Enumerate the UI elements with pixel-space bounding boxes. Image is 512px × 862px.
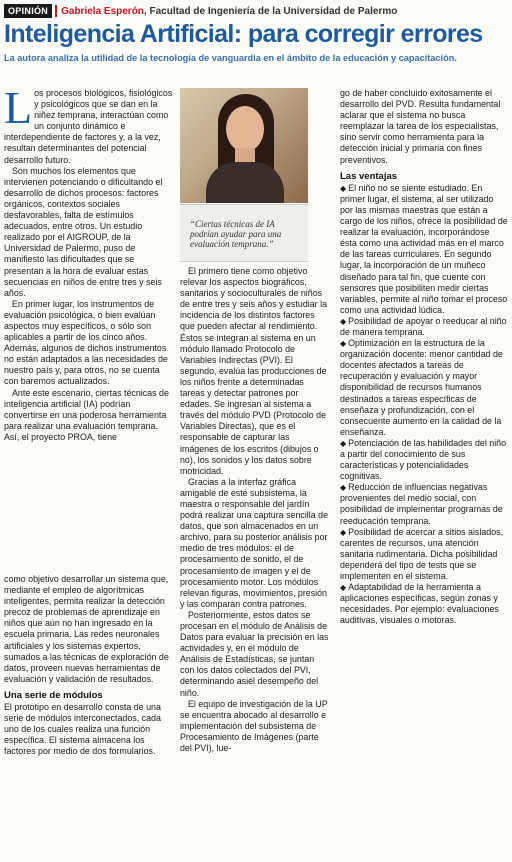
list-item-text: Potenciación de las habilidades del niño a partir del conocimiento de sus características y potencialidades cognitivas. <box>340 437 507 482</box>
paragraph: Son muchos los elementos que intervienen potenciando o dificultando el desarrollo de dichos procesos: factores orgánicos, contextos sociales desfavorables, falta de estímulos adecuados, entre otros. Un estudio realizado por el AIGROUP, de la Universidad de Palermo, puso de manifiesto las dificultades que se presentan a la hora de evaluar estas secuencias en niños de entre tres y seis años. <box>4 165 163 298</box>
advantages-list <box>340 183 508 627</box>
subheading-modules: Una serie de módulos <box>4 689 103 701</box>
paragraph: go de haber concluido exitosamente el desarrollo del PVD. Resulta fundamental aclarar que el sistema no busca reemplazar la tarea de los especialistas, sino servir como herramienta para la detección inicial y primaria con fines preventivos. <box>340 88 501 165</box>
diamond-bullet-icon: ◆ <box>340 316 347 326</box>
drop-cap: L <box>4 88 33 133</box>
paragraph: Gracias a la interfaz gráfica amigable de este subsistema, la maestra o responsable del jardín podrá realizar una captura sencilla de datos, que son almacenados en un archivo, para su posterior análisis por medio de tres módulos: el de procesamiento de sonido, el de procesamiento de imagen y el de procesamiento motor. Los módulos relevan figuras, movimientos, presión y las comparan contra patrones. <box>180 476 329 609</box>
paragraph: como objetivo desarrollar un sistema que, mediante el empleo de algorítmicas inteligentes, permita realizar la detección precoz de problemas de aprendizaje en niños que aún no han ingresado en la escuela primaria. Las redes neuronales artificiales y los sistemas expertos, sumados a las técnicas de exploración de datos, proveen nuevas herramientas de evaluación y validación de resultados. <box>4 574 169 684</box>
paragraph: Posteriormente, estos datos se procesan en el módulo de Análisis de Datos para evaluar la precisión en las actividades y, en el módulo de Análisis de Estadísticas, se juntan con los datos colectados del PVI, determinando asiél desempeño del niño. <box>180 609 329 698</box>
author-affiliation: , Facultad de Ingeniería de la Universidad de Palermo <box>143 5 398 17</box>
paragraph-intro-text: os procesos biológicos, fisiológicos y psicológicos que se dan en la niñez temprana, interactúan como un conjunto dinámico e interdependiente de factores y, a la vez, resultan determinantes del potencial desarrollo futuro. <box>4 88 173 165</box>
paragraph: En primer lugar, los instrumentos de evaluación psicológica, o bien evalúan aspectos muy específicos, o sólo son aplicables a partir de los cinco años. Además, algunos de dichos instrumentos no están adaptados a las necesidades de nuestro país y, para otros, no se cuenta con baremos actualizados. <box>4 298 168 387</box>
photo-shirt <box>206 162 284 203</box>
diamond-bullet-icon: ◆ <box>340 339 347 349</box>
list-item <box>340 527 508 582</box>
diamond-bullet-icon: ◆ <box>340 583 347 593</box>
list-item-text: Optimización en la estructura de la organización docente: menor cantidad de docentes afectados a tareas de recuperación y evaluación y mayor disponibilidad de recursos humanos destinados a tareas específicas de enseñaza y profundización, con el consecuente aumento en la calidad de la enseñanza. <box>340 338 503 437</box>
list-item <box>340 438 508 482</box>
list-item <box>340 183 508 316</box>
article-header <box>4 4 508 18</box>
diamond-bullet-icon: ◆ <box>340 527 347 537</box>
column-1-top <box>4 88 174 553</box>
list-item-text: Posibilidad de acercar a sitios aislados, carentes de recursos, una atención sanitaria rudimentaria. Dicha posibilidad dependerá del tipo de tests que se implementen en el sistema. <box>340 526 504 582</box>
list-item-text: Reducción de influencias negativas provenientes del medio social, con posibilidad de implementar programas de reeducación temprana. <box>340 482 503 526</box>
column-3 <box>340 88 508 860</box>
list-item <box>340 482 508 526</box>
author-photo <box>180 88 308 203</box>
list-item-text: Adaptabilidad de la herramienta a aplicaciones específicas, según zonas y necesidades. Por ejemplo: evaluaciones auditivas, visuales o motoras. <box>340 582 499 626</box>
diamond-bullet-icon: ◆ <box>340 483 347 493</box>
list-item <box>340 316 508 338</box>
section-tag: OPINIÓN <box>4 4 52 18</box>
paragraph: El prototipo en desarrollo consta de una serie de módulos interconectados, cada uno de los cuales realiza una función específica. El sistema almacena los factores por medio de dos formularios. <box>4 702 161 757</box>
paragraph: El equipo de investigación de la UP se encuentra abocado al desarrollo e implementación del subsistema de Procesamiento de Imágenes (parte del PVI), lue- <box>180 698 328 754</box>
list-item <box>340 582 508 626</box>
paragraph: El primero tiene como objetivo relevar los aspectos biográficos, sanitarios y socioculturales de niños de entre tres y seis años y estudiar la incidencia de los distintos factores que pueden afectar al rendimiento. Éstos se integran al sistema en un módulo llamado Protocolo de Variables Indirectas (PVI). El segundo, evalúa las producciones de los niños frente a determinadas tareas y detectar patrones por edades. Se ingresan al sistema a través del módulo PVD (Protocolo de Variables Directas), que es el responsable de capturar las imágenes de los escritos (dibujos o no), los sonidos y los datos sobre motricidad. <box>180 266 328 476</box>
list-item <box>340 338 508 438</box>
column-2 <box>180 266 330 860</box>
paragraph: Ante este escenario, ciertas técnicas de inteligencia artificial (IA) podrían convertirse en una poderosa herramienta para realizar una evaluación temprana. Así, el proyecto PROA, tiene <box>4 387 169 442</box>
list-item-text: Posibilidad de apoyar o reeducar al niño de manera temprana. <box>340 315 507 337</box>
subheadline: La autora analiza la utilidad de la tecnología de vanguardia en el ámbito de la educación y capacitación. <box>4 53 457 63</box>
header-divider <box>55 5 57 17</box>
list-item-text: El niño no se siente estudiado. En primer lugar, el sistema, al ser utilizado por las mismas maestras que están a cargo de los niños, ofrece la posibilidad de realizar la evaluación, incorporándose ésta como una actividad más en el marco de las tareas curriculares. En segundo lugar, la incorporación de un muñeco diseñado para tal fin, que cuente con sensores que posibiliten medir ciertas variables, permite al niño tomar el proceso como una actividad lúdica. <box>340 182 508 315</box>
caption-text: “Ciertas técnicas de IA podrían ayudar para una evaluación temprana.” <box>190 219 282 249</box>
photo-face <box>226 106 264 152</box>
subheading-ventajas: Las ventajas <box>340 170 398 182</box>
photo-caption <box>180 204 308 262</box>
diamond-bullet-icon: ◆ <box>340 183 347 193</box>
column-1-bottom <box>4 574 174 860</box>
diamond-bullet-icon: ◆ <box>340 438 347 448</box>
byline <box>61 6 397 17</box>
author-name: Gabriela Esperón <box>61 5 144 17</box>
paragraph-intro <box>4 88 174 166</box>
headline: Inteligencia Artificial: para corregir errores <box>4 20 483 48</box>
